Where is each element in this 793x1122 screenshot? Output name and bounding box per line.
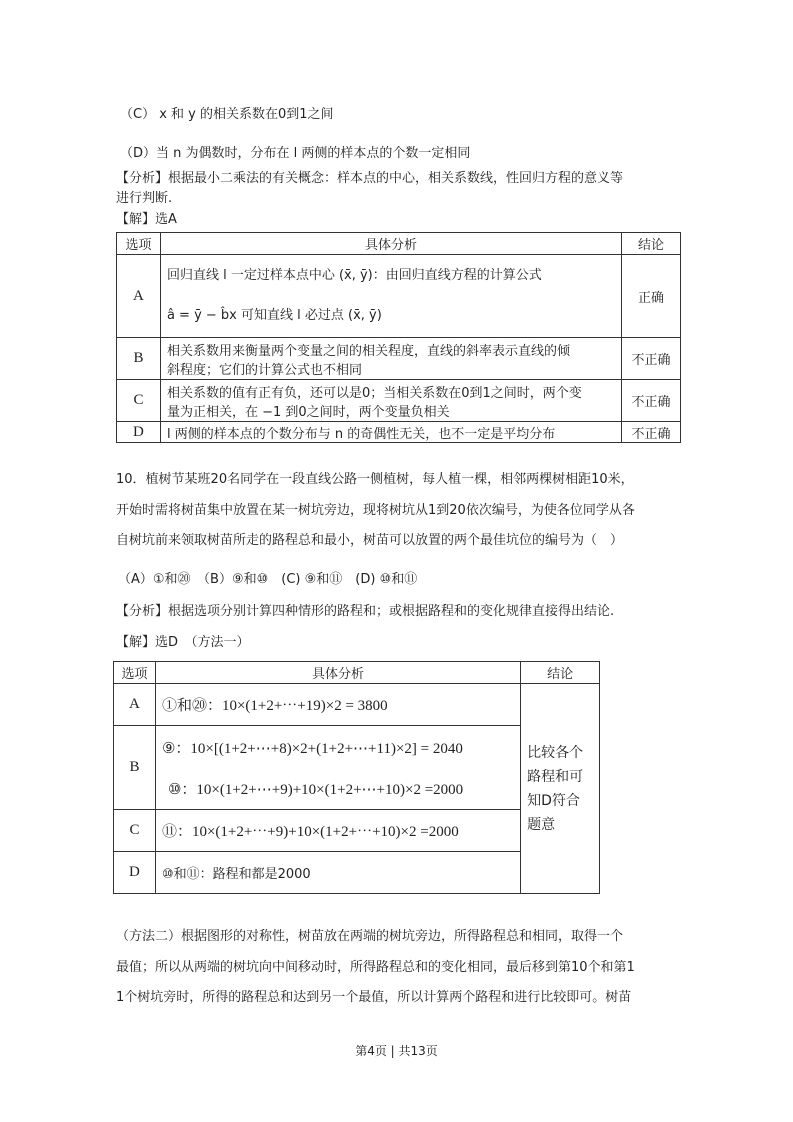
analysis-line: 斜程度；它们的计算公式也不相同 [166,362,362,378]
header-option: 选项 [114,662,156,684]
q10-method2-cont: 1个树坑旁时，所得的路程总和达到另一个最值，所以计算两个路程和进行比较即可。树苗 [116,990,632,1005]
table-row [114,684,600,726]
q9-analysis-table [116,232,681,443]
header-conclusion: 结论 [622,233,681,255]
row-option: B [117,338,161,380]
q10-analysis-table [113,661,600,894]
analysis-line: 回归直线 l 一定过样本点中心 (x̄, ȳ)：由回归直线方程的计算公式 [166,268,542,283]
row-conclusion: 不正确 [622,338,681,380]
row-analysis [160,380,621,422]
row-option: C [114,810,156,852]
q9-option-d: （D）当 n 为偶数时，分布在 l 两侧的样本点的个数一定相同 [120,146,471,161]
table-row [117,338,681,380]
q10-method2-cont: 最值；所以从两端的树坑向中间移动时，所得路程总和的变化相同，最后移到第10个和第1 [116,960,635,975]
q10-stem-cont: 开始时需将树苗集中放置在某一树坑旁边，现将树坑从1到20依次编号，为使各位同学从各 [116,503,635,518]
row-option: C [117,380,161,422]
header-analysis: 具体分析 [155,662,520,684]
row-analysis [160,255,621,338]
table-conclusion: 比较各个路程和可知D符合题意 [521,684,600,894]
analysis-line: ⑩：10×(1+2+⋯+9)+10×(1+2+⋯+10)×2 =2000 [167,781,464,798]
q10-stem: 10．植树节某班20名同学在一段直线公路一侧植树，每人植一棵，相邻两棵树相距10米， [116,472,634,487]
q9-option-c: （C） x 和 y 的相关系数在0到1之间 [120,107,334,122]
analysis-line: â = ȳ − b̂x 可知直线 l 必过点 (x̄, ȳ) [166,308,382,323]
row-option: D [114,852,156,894]
row-conclusion: 正确 [622,255,681,338]
q9-analysis: 【分析】根据最小二乘法的有关概念：样本点的中心，相关系数线，性回归方程的意义等 [116,171,624,186]
page-footer: 第4页 | 共13页 [355,1044,438,1058]
q10-analysis: 【分析】根据选项分别计算四种情形的路程和；或根据路程和的变化规律直接得出结论. [116,604,615,619]
q9-solution: 【解】选A [116,212,177,227]
row-analysis: ⑪：10×(1+2+⋯+9)+10×(1+2+⋯+10)×2 =2000 [155,810,520,852]
header-analysis: 具体分析 [160,233,621,255]
header-conclusion: 结论 [521,662,600,684]
table-row [117,380,681,422]
q10-method2: （方法二）根据图形的对称性，树苗放在两端的树坑旁边，所得路程总和相同，取得一个 [116,929,624,944]
analysis-line: ⑨：10×[(1+2+⋯+8)×2+(1+2+⋯+11)×2] = 2040 [161,740,463,757]
row-analysis: ⑩和⑪：路程和都是2000 [155,852,520,894]
analysis-line: 量为正相关，在 −1 到0之间时，两个变量负相关 [166,404,450,420]
q10-stem-cont: 自树坑前来领取树苗所走的路程总和最小，树苗可以放置的两个最佳坑位的编号为（ ） [116,533,624,548]
table-row [117,422,681,443]
analysis-line: 相关系数的值有正有负，还可以是0；当相关系数在0到1之间时，两个变 [166,385,582,401]
q10-options: （A）①和⑳ （B）⑨和⑩ (C) ⑨和⑪ (D) ⑩和⑪ [118,572,418,587]
table-row [117,255,681,338]
row-analysis: ①和⑳：10×(1+2+⋯+19)×2 = 3800 [155,684,520,726]
row-analysis: l 两侧的样本点的个数分布与 n 的奇偶性无关，也不一定是平均分布 [160,422,621,443]
row-option: A [114,684,156,726]
analysis-line: 相关系数用来衡量两个变量之间的相关程度，直线的斜率表示直线的倾 [166,343,570,359]
header-option: 选项 [117,233,161,255]
row-conclusion: 不正确 [622,380,681,422]
row-analysis [155,726,520,810]
row-conclusion: 不正确 [622,422,681,443]
row-analysis [160,338,621,380]
row-option: A [117,255,161,338]
q9-analysis-cont: 进行判断. [116,191,173,206]
row-option: B [114,726,156,810]
q10-solution: 【解】选D （方法一） [116,635,250,650]
row-option: D [117,422,161,443]
